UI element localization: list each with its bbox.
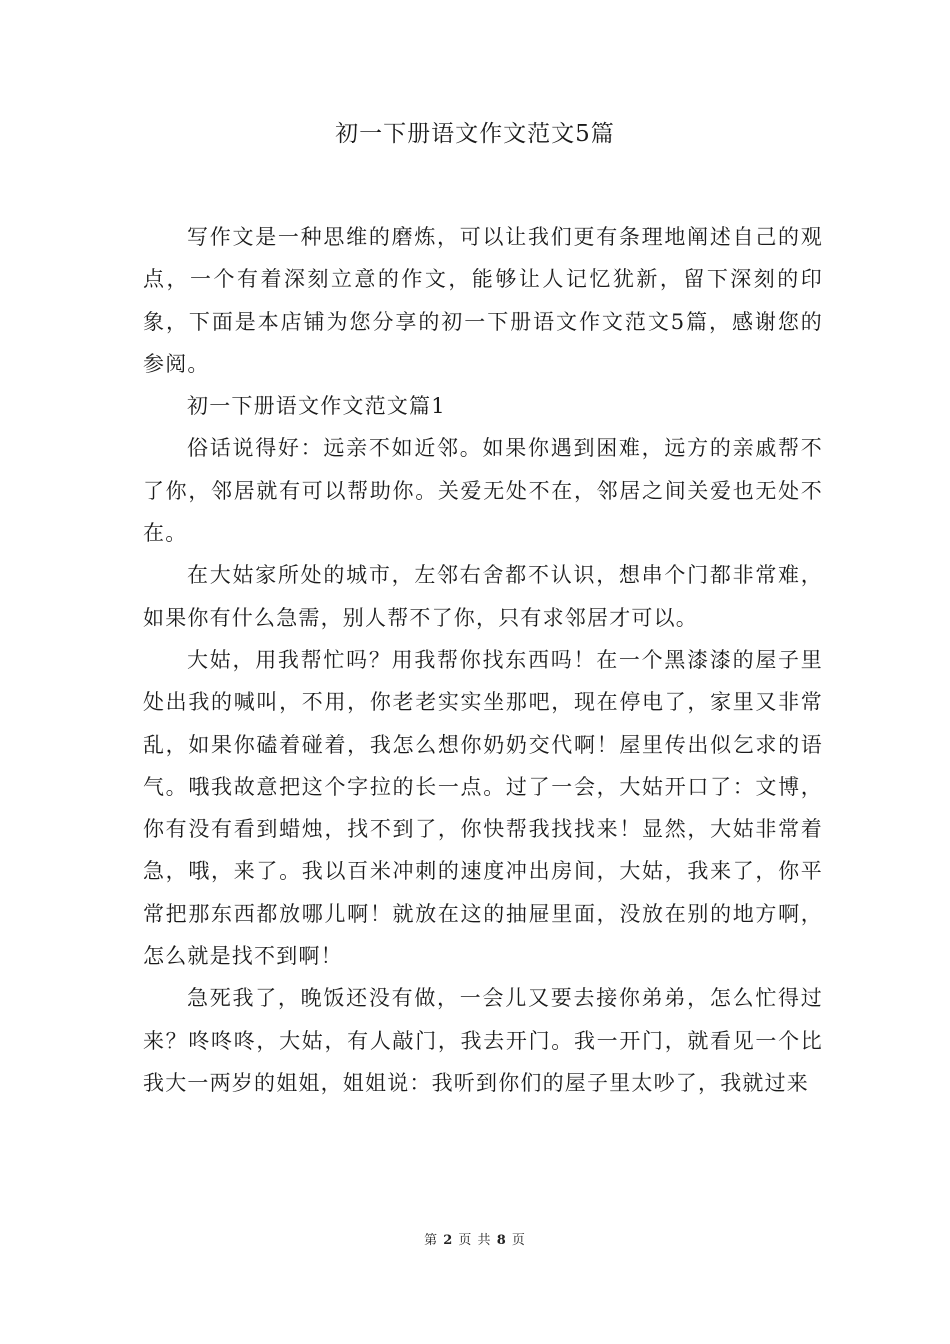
footer-middle: 页 共 (458, 1233, 492, 1248)
paragraph: 俗话说得好：远亲不如近邻。如果你遇到困难，远方的亲戚帮不了你，邻居就有可以帮助你。关爱无处不在，邻居之间关爱也无处不在。 (143, 436, 823, 546)
paragraph: 在大姑家所处的城市，左邻右舍都不认识，想串个门都非常难，如果你有什么急需，别人帮不了你，只有求邻居才可以。 (143, 563, 823, 630)
section-heading: 初一下册语文作文范文篇1 (187, 394, 446, 419)
document-title: 初一下册语文作文范文5篇 (335, 121, 615, 147)
document-body (143, 216, 823, 1104)
current-page-number: 2 (443, 1233, 454, 1248)
paragraph: 大姑，用我帮忙吗？用我帮你找东西吗！在一个黑漆漆的屋子里处出我的喊叫，不用，你老老实实坐那吧，现在停电了，家里又非常乱，如果你磕着碰着，我怎么想你奶奶交代啊！屋里传出似乞求的语气。哦我故意把这个字拉的长一点。过了一会，大姑开口了：文博，你有没有看到蜡烛，找不到了，你快帮我找找来！显然，大姑非常着急，哦，来了。我以百米冲刺的速度冲出房间，大姑，我来了，你平常把那东西都放哪儿啊！就放在这的抽屉里面，没放在别的地方啊，怎么就是找不到啊！ (143, 647, 823, 969)
paragraph: 急死我了，晚饭还没有做，一会儿又要去接你弟弟，怎么忙得过来？咚咚咚，大姑，有人敲门，我去开门。我一开门，就看见一个比我大一两岁的姐姐，姐姐说：我听到你们的屋子里太吵了，我就过来 (143, 986, 823, 1095)
footer-suffix: 页 (511, 1233, 526, 1248)
footer-prefix: 第 (424, 1233, 439, 1248)
page-footer (0, 1232, 950, 1250)
total-page-count: 8 (496, 1233, 507, 1248)
paragraph-intro: 写作文是一种思维的磨炼，可以让我们更有条理地阐述自己的观点，一个有着深刻立意的作文，能够让人记忆犹新，留下深刻的印象，下面是本店铺为您分享的初一下册语文作文范文5篇，感谢您的参阅。 (143, 225, 823, 376)
